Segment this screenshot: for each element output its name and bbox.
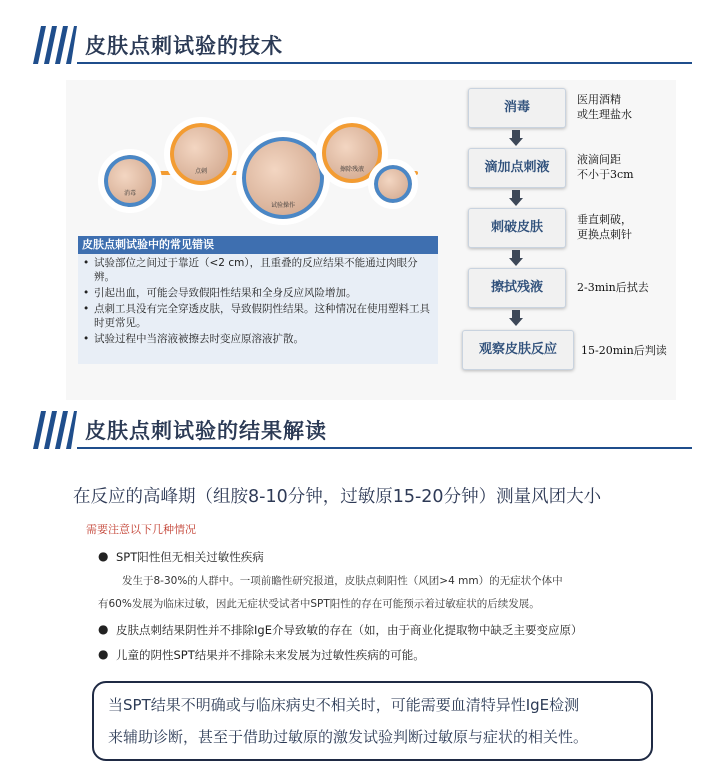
photo-caption: 试验操作 xyxy=(270,202,295,209)
flow-note: 2-3min后拭去 xyxy=(577,281,649,294)
section-title: 皮肤点刺试验的技术 xyxy=(85,34,283,58)
bullet-dot-icon: ● xyxy=(98,549,109,563)
photo-caption: 擦除残液 xyxy=(339,166,364,173)
list-item: • 引起出血，可能会导致假阳性结果和全身反应风险增加。 xyxy=(80,286,434,300)
flow-step: 消毒 xyxy=(468,88,566,128)
bullet-dot-icon: ● xyxy=(98,647,109,661)
bullet-dot-icon: ● xyxy=(98,622,109,636)
summary-line: 当SPT结果不明确或与临床病史不相关时，可能需要血清特异性IgE检测 xyxy=(108,696,580,714)
errors-list xyxy=(80,256,434,348)
stripes-icon xyxy=(27,26,77,64)
flow-step: 擦拭残液 xyxy=(468,268,566,308)
technique-panel xyxy=(66,80,676,400)
section-rule xyxy=(77,447,692,449)
section-header-technique xyxy=(27,26,692,64)
flow-step: 滴加点刺液 xyxy=(468,148,566,188)
flow-step: 观察皮肤反应 xyxy=(462,330,574,370)
errors-heading: 皮肤点刺试验中的常见错误 xyxy=(78,236,438,254)
flow-note: 15-20min后判读 xyxy=(581,344,667,357)
step-photo-result xyxy=(368,159,418,209)
common-errors-box xyxy=(78,236,438,364)
measurement-subtitle: 在反应的高峰期（组胺8-10分钟，过敏原15-20分钟）测量风团大小 xyxy=(73,487,602,507)
arrow-down-icon xyxy=(509,310,523,326)
section-rule xyxy=(77,62,692,64)
photo-caption: 消毒 xyxy=(123,190,136,197)
flow-note: 垂直刺破， 更换点刺针 xyxy=(577,213,632,241)
paragraph-line: 发生于8-30%的人群中。一项前瞻性研究报道，皮肤点刺阳性（风团>4 mm）的无症状个体中 xyxy=(122,575,563,587)
note-heading: 需要注意以下几种情况 xyxy=(86,523,196,536)
flow-step: 刺破皮肤 xyxy=(468,208,566,248)
arrow-down-icon xyxy=(509,190,523,206)
photo-caption: 点刺 xyxy=(194,168,207,175)
stripes-icon xyxy=(27,411,77,449)
arrow-down-icon xyxy=(509,130,523,146)
summary-box xyxy=(92,681,653,761)
step-photo-disinfect xyxy=(98,149,162,213)
paragraph-line: 有60%发展为临床过敏，因此无症状受试者中SPT阳性的存在可能预示着过敏症状的后续发展。 xyxy=(98,598,540,610)
summary-line: 来辅助诊断，甚至于借助过敏原的激发试验判断过敏原与症状的相关性。 xyxy=(108,728,589,746)
flow-note: 医用酒精 或生理盐水 xyxy=(577,93,632,121)
procedure-flow xyxy=(468,80,678,375)
arrow-down-icon xyxy=(509,250,523,266)
flow-note: 液滴间距 不小于3cm xyxy=(577,153,634,181)
list-item: • 试验过程中当溶液被擦去时变应原溶液扩散。 xyxy=(80,332,434,346)
step-photo-prick xyxy=(164,117,238,191)
list-item: • 点刺工具没有完全穿透皮肤，导致假阴性结果。这种情况在使用塑料工具时更常见。 xyxy=(80,302,434,330)
section-title: 皮肤点刺试验的结果解读 xyxy=(85,419,327,443)
list-item: • 试验部位之间过于靠近（<2 cm），且重叠的反应结果不能通过肉眼分辨。 xyxy=(80,256,434,284)
section-header-interpretation xyxy=(27,411,692,449)
